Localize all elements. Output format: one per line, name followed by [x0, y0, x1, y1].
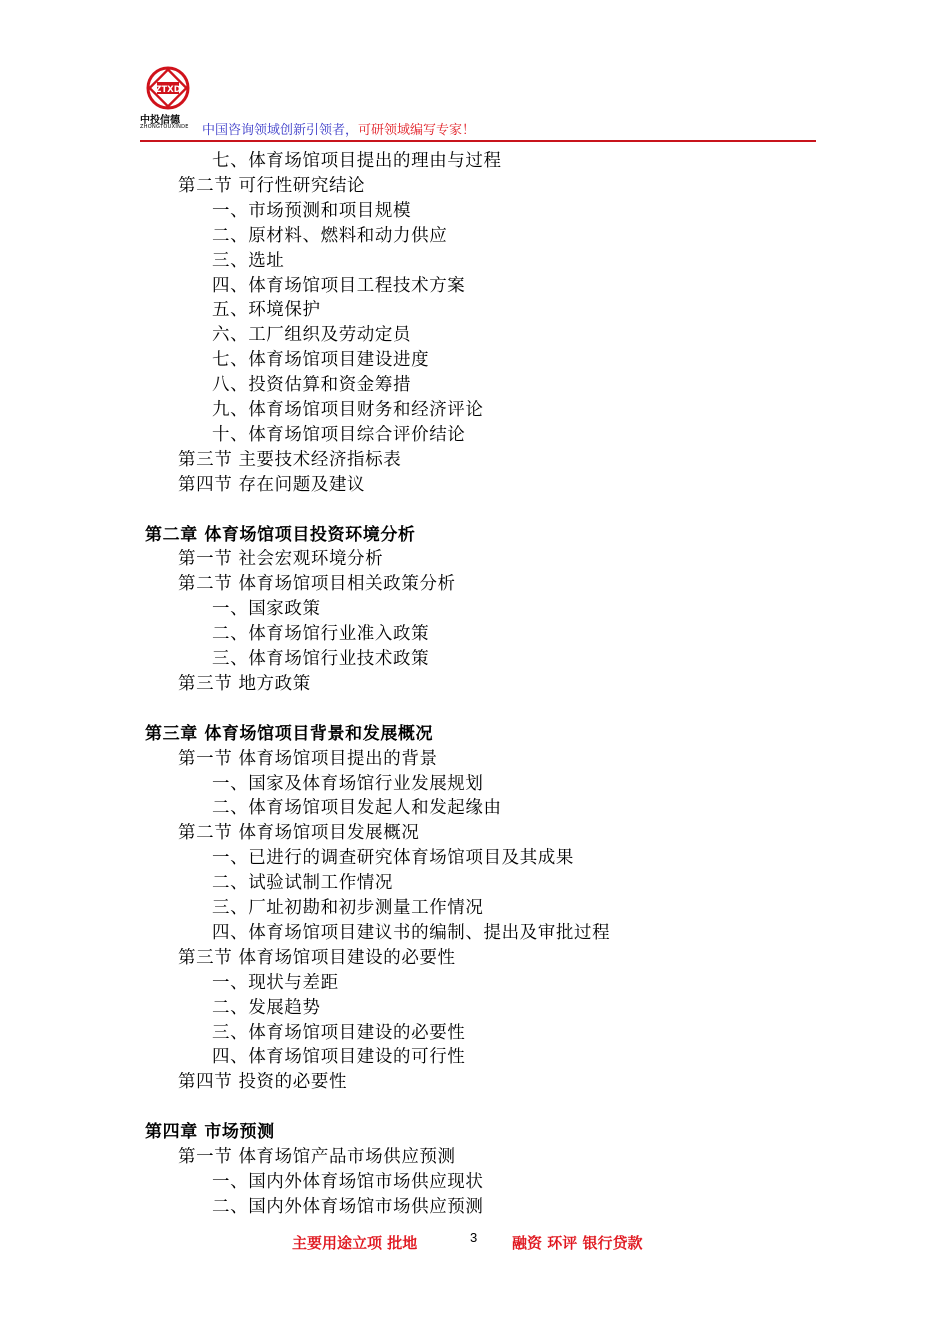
- toc-chapter: 第三章 体育场馆项目背景和发展概况: [145, 723, 434, 744]
- toc-item: 三、厂址初勘和初步测量工作情况: [212, 898, 484, 918]
- page-footer: [0, 1232, 950, 1256]
- toc-item: 三、体育场馆行业技术政策: [212, 649, 430, 669]
- toc-item: 五、环境保护: [212, 300, 321, 321]
- toc-item: 二、国内外体育场馆市场供应预测: [212, 1196, 484, 1217]
- toc-item: 二、体育场馆行业准入政策: [212, 624, 430, 645]
- toc-item: 二、体育场馆项目发起人和发起缘由: [212, 798, 502, 819]
- toc-item: 三、选址: [212, 250, 285, 271]
- toc-section: 第二节 体育场馆项目发展概况: [178, 823, 420, 844]
- toc-item: 一、国家及体育场馆行业发展规划: [212, 773, 484, 794]
- toc-item: 四、体育场馆项目建议书的编制、提出及审批过程: [212, 922, 611, 943]
- toc-item: 二、原材料、燃料和动力供应: [212, 225, 448, 246]
- toc-item: 一、市场预测和项目规模: [212, 200, 412, 221]
- toc-chapter: 第二章 体育场馆项目投资环境分析: [145, 524, 416, 545]
- logo-name: 中投信德: [140, 115, 180, 126]
- toc-chapter: 第四章 市场预测: [145, 1122, 275, 1143]
- toc-section: 第二节 可行性研究结论: [178, 175, 366, 196]
- toc-section: 第四节 投资的必要性: [178, 1072, 348, 1093]
- footer-left-text: 主要用途立项 批地: [292, 1234, 418, 1252]
- toc-item: 二、发展趋势: [212, 997, 321, 1018]
- toc-section: 第三节 体育场馆项目建设的必要性: [178, 947, 456, 968]
- toc-item: 一、现状与差距: [212, 972, 339, 993]
- toc-section: 第三节 主要技术经济指标表: [178, 449, 402, 470]
- header-slogan: [202, 119, 475, 138]
- company-logo: [140, 66, 196, 130]
- toc-section: 第三节 地方政策: [178, 673, 311, 694]
- page-number: 3: [470, 1230, 478, 1245]
- toc-item: 九、体育场馆项目财务和经济评论: [212, 400, 484, 420]
- slogan-part-blue: 中国咨询领域创新引领者，: [202, 123, 359, 138]
- toc-section: 第二节 体育场馆项目相关政策分析: [178, 574, 456, 595]
- toc-item: 一、已进行的调查研究体育场馆项目及其成果: [212, 848, 574, 869]
- toc-item: 一、国家政策: [212, 599, 321, 620]
- toc-item: 七、体育场馆项目建设进度: [212, 350, 430, 371]
- toc-section: 第一节 社会宏观环境分析: [178, 549, 384, 570]
- toc-section: 第一节 体育场馆产品市场供应预测: [178, 1147, 456, 1167]
- logo-mark-text: ZTXD: [155, 85, 181, 95]
- logo-emblem-icon: [140, 66, 196, 112]
- footer-right-text: 融资 环评 银行贷款: [512, 1234, 643, 1252]
- toc-item: 十、体育场馆项目综合评价结论: [212, 424, 466, 445]
- toc-item: 一、国内外体育场馆市场供应现状: [212, 1171, 484, 1192]
- page-header: [140, 66, 816, 146]
- toc-item: 四、体育场馆项目工程技术方案: [212, 275, 466, 296]
- header-divider: [140, 140, 816, 142]
- toc-section: 第一节 体育场馆项目提出的背景: [178, 748, 438, 769]
- slogan-part-red: 可研领域编写专家！: [358, 123, 476, 138]
- toc-item: 四、体育场馆项目建设的可行性: [212, 1047, 466, 1068]
- toc-item: 八、投资估算和资金筹措: [212, 375, 412, 396]
- toc-section: 第四节 存在问题及建议: [178, 474, 366, 495]
- logo-subtitle: ZHONGTOUXINDE: [140, 124, 189, 130]
- toc-item: 三、体育场馆项目建设的必要性: [212, 1022, 466, 1043]
- toc-item: 七、体育场馆项目提出的理由与过程: [212, 151, 502, 171]
- toc-item: 二、试验试制工作情况: [212, 873, 393, 894]
- toc-item: 六、工厂组织及劳动定员: [212, 325, 412, 346]
